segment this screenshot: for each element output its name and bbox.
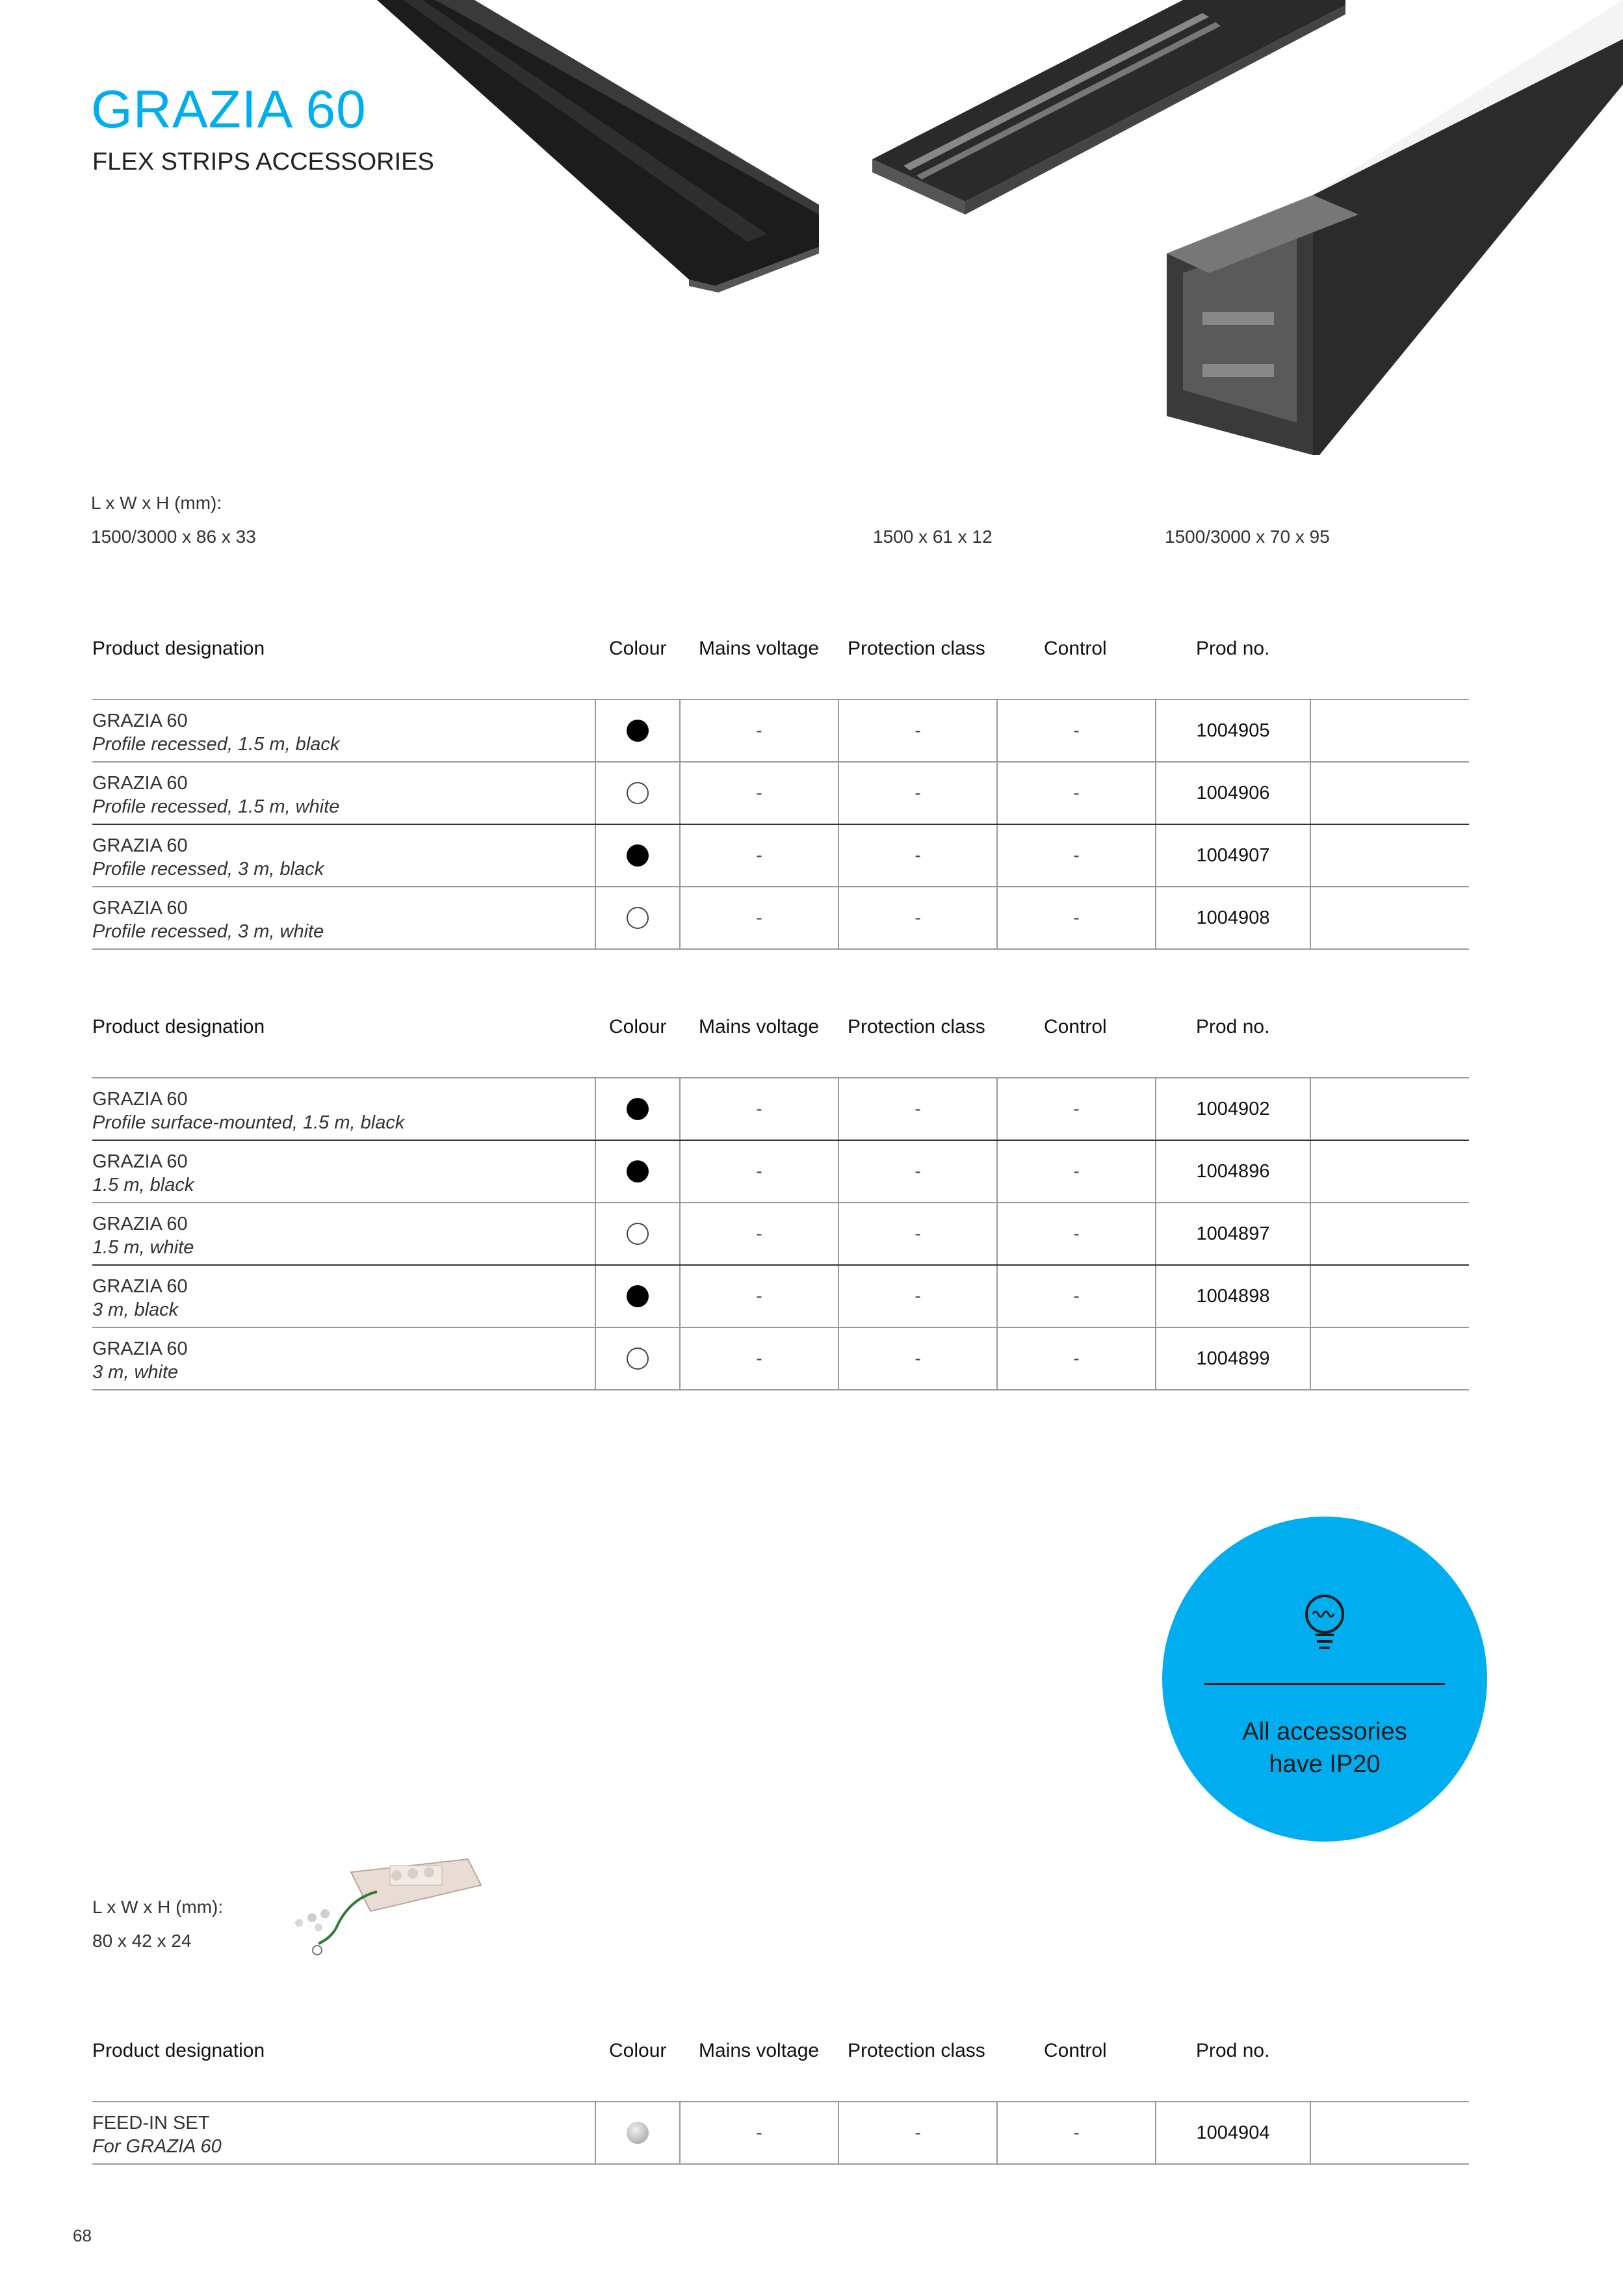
colour-swatch-white [627,1223,649,1245]
colour-cell [596,1141,679,1202]
product-description: Profile recessed, 1.5 m, white [92,796,340,817]
product-designation [92,772,339,818]
mains-voltage-cell: - [756,1286,762,1306]
prod-no-cell: 1004897 [1196,1223,1270,1244]
table-body [92,1077,1469,1390]
col-prod-no: Prod no. [1196,1016,1270,1037]
mains-voltage-cell: - [756,1099,762,1119]
product-description: Profile recessed, 3 m, white [92,921,324,942]
colour-cell [596,887,679,948]
col-mains-voltage: Mains voltage [699,638,820,659]
mains-voltage-cell: - [756,720,762,740]
product-description: 1.5 m, white [92,1237,194,1258]
page-title: GRAZIA 60 [91,80,367,139]
table-row [92,824,1469,886]
column-divider [1310,763,1311,824]
column-divider [1310,825,1311,886]
product-designation [92,2111,222,2158]
page-number: 68 [73,2226,92,2245]
product-table-surface [92,1017,1469,1390]
column-divider [1310,1141,1311,1202]
colour-swatch-black [627,720,649,742]
control-cell: - [1073,1286,1080,1306]
colour-cell [596,1078,679,1140]
colour-swatch-black [627,1285,649,1307]
product-name: FEED-IN SET [92,2113,210,2133]
product-description: 3 m, black [92,1299,179,1320]
colour-cell [596,1266,679,1327]
table-row [92,1202,1469,1264]
colour-swatch-white [627,907,649,929]
table-body [92,699,1469,950]
product-name: GRAZIA 60 [92,1089,188,1110]
col-prod-no: Prod no. [1196,2040,1270,2061]
col-protection-class: Protection class [848,1016,985,1037]
control-cell: - [1073,2122,1080,2143]
lightbulb-icon [1300,1593,1349,1656]
colour-cell [596,825,679,886]
protection-class-cell: - [915,1286,921,1306]
colour-cell [596,1203,679,1264]
table-row [92,1140,1469,1202]
product-name: GRAZIA 60 [92,1338,188,1359]
col-colour: Colour [609,1016,667,1037]
mains-voltage-cell: - [756,1348,762,1368]
colour-swatch-black [627,1098,649,1120]
product-table-recessed [92,639,1469,950]
page-subtitle: FLEX STRIPS ACCESSORIES [92,148,434,176]
prod-no-cell: 1004899 [1196,1348,1270,1369]
dimensions-label: L x W x H (mm): [92,1897,224,1917]
col-mains-voltage: Mains voltage [699,1016,820,1037]
product-name: GRAZIA 60 [92,1214,188,1234]
control-cell: - [1073,720,1080,740]
col-product-designation: Product designation [92,2040,265,2061]
product-name: GRAZIA 60 [92,1151,188,1172]
product-description: Profile recessed, 1.5 m, black [92,734,340,755]
product-description: For GRAZIA 60 [92,2136,222,2157]
table-row [92,699,1469,761]
mains-voltage-cell: - [756,845,762,865]
colour-swatch-black [627,844,649,867]
protection-class-cell: - [915,720,921,740]
surface-profile-image [1157,0,1623,468]
ip20-text: All accessories have IP20 [1242,1718,1407,1778]
protection-class-cell: - [915,783,921,803]
col-control: Control [1044,1016,1107,1037]
prod-no-cell: 1004902 [1196,1098,1270,1119]
recessed-profile-image [364,0,832,293]
column-divider [1310,2102,1311,2163]
protection-class-cell: - [915,1099,921,1119]
col-product-designation: Product designation [92,638,265,659]
prod-no-cell: 1004896 [1196,1160,1270,1182]
col-mains-voltage: Mains voltage [699,2040,820,2061]
product-name: GRAZIA 60 [92,898,188,919]
mains-voltage-cell: - [756,2122,762,2143]
col-prod-no: Prod no. [1196,638,1270,659]
col-colour: Colour [609,2040,667,2061]
prod-no-cell: 1004907 [1196,844,1270,866]
column-divider [1310,1328,1311,1389]
table-row [92,2101,1469,2165]
column-divider [1310,1266,1311,1327]
dimension-value: 80 x 42 x 24 [92,1931,192,1951]
prod-no-cell: 1004908 [1196,907,1270,928]
table-row [92,1264,1469,1327]
table-body [92,2101,1469,2165]
prod-no-cell: 1004906 [1196,782,1270,803]
dimension-value: 1500 x 61 x 12 [873,527,993,547]
product-designation [92,834,324,881]
prod-no-cell: 1004904 [1196,2122,1270,2143]
product-description: 3 m, white [92,1362,179,1383]
table-header [92,639,1469,699]
table-row [92,1327,1469,1390]
prod-no-cell: 1004898 [1196,1285,1270,1307]
control-cell: - [1073,783,1080,803]
control-cell: - [1073,1161,1080,1181]
control-cell: - [1073,1348,1080,1368]
column-divider [1310,1203,1311,1264]
product-name: GRAZIA 60 [92,773,188,794]
protection-class-cell: - [915,1348,921,1368]
column-divider [1310,700,1311,761]
control-cell: - [1073,1099,1080,1119]
colour-cell [596,2102,679,2163]
col-protection-class: Protection class [848,638,985,659]
protection-class-cell: - [915,1161,921,1181]
col-colour: Colour [609,638,667,659]
product-name: GRAZIA 60 [92,835,188,856]
product-description: Profile surface-mounted, 1.5 m, black [92,1112,405,1133]
product-designation [92,1150,194,1197]
colour-swatch-black [627,1160,649,1182]
divider [1204,1683,1445,1685]
prod-no-cell: 1004905 [1196,720,1270,741]
control-cell: - [1073,907,1080,928]
colour-cell [596,1328,679,1389]
feed-in-set-image [279,1846,494,1963]
product-designation [92,1275,188,1322]
product-designation [92,896,324,943]
product-description: Profile recessed, 3 m, black [92,859,324,880]
table-row [92,761,1469,824]
product-name: GRAZIA 60 [92,711,188,731]
protection-class-cell: - [915,907,921,928]
product-name: GRAZIA 60 [92,1276,188,1297]
ip20-info-badge [1162,1517,1487,1842]
dimension-value: 1500/3000 x 86 x 33 [91,527,256,547]
control-cell: - [1073,1223,1080,1244]
protection-class-cell: - [915,2122,921,2143]
colour-cell [596,700,679,761]
protection-class-cell: - [915,845,921,865]
colour-cell [596,763,679,824]
colour-swatch-white [627,782,649,804]
product-description: 1.5 m, black [92,1175,194,1195]
table-row [92,886,1469,950]
mains-voltage-cell: - [756,907,762,928]
product-designation [92,709,339,756]
mains-voltage-cell: - [756,1161,762,1181]
product-designation [92,1088,404,1134]
control-cell: - [1073,845,1080,865]
dimension-value: 1500/3000 x 70 x 95 [1165,527,1330,547]
product-designation [92,1337,188,1384]
col-protection-class: Protection class [848,2040,985,2061]
colour-swatch-grey [627,2122,649,2144]
column-divider [1310,887,1311,948]
col-control: Control [1044,2040,1107,2061]
mains-voltage-cell: - [756,1223,762,1244]
product-designation [92,1212,194,1259]
dimensions-label: L x W x H (mm): [91,493,222,513]
colour-swatch-white [627,1348,649,1370]
column-divider [1310,1078,1311,1140]
product-table-feed-in [92,2041,1469,2165]
table-header [92,1017,1469,1077]
protection-class-cell: - [915,1223,921,1244]
col-control: Control [1044,638,1107,659]
table-header [92,2041,1469,2101]
col-product-designation: Product designation [92,1016,265,1037]
mains-voltage-cell: - [756,783,762,803]
table-row [92,1077,1469,1140]
